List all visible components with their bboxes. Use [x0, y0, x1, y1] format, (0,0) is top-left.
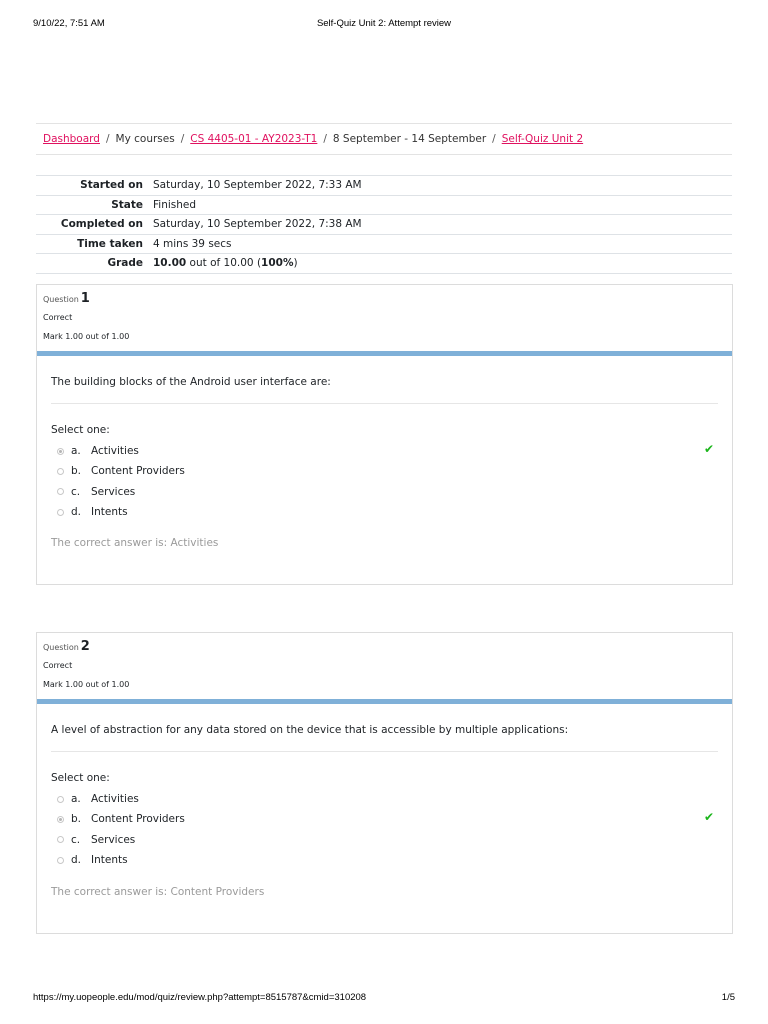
- answer-letter: d.: [71, 506, 82, 519]
- breadcrumb-my-courses: My courses: [115, 133, 175, 145]
- summary-row-time: [36, 234, 732, 254]
- answer-option-c[interactable]: [51, 482, 718, 502]
- question-mark: Mark 1.00 out of 1.00: [43, 680, 130, 689]
- radio-button-selected[interactable]: [57, 816, 64, 823]
- radio-button[interactable]: [57, 488, 64, 495]
- answer-option-c[interactable]: [51, 830, 718, 850]
- answer-letter: b.: [71, 813, 82, 826]
- question-text: A level of abstraction for any data stored on the device that is accessible by multiple applications:: [51, 704, 718, 752]
- answer-option-d[interactable]: [51, 850, 718, 870]
- summary-label: Time taken: [36, 234, 153, 254]
- correct-answer-feedback: The correct answer is: Activities: [51, 537, 219, 549]
- breadcrumb-separator: /: [180, 133, 185, 145]
- answer-letter: a.: [71, 793, 81, 806]
- breadcrumb-separator: /: [105, 133, 110, 145]
- breadcrumb: [36, 123, 732, 155]
- answer-text: Content Providers: [91, 813, 185, 826]
- question-number: 2: [80, 639, 90, 654]
- summary-label: Started on: [36, 176, 153, 196]
- answer-option-a[interactable]: [51, 441, 718, 461]
- question-label: Question: [43, 643, 79, 652]
- question-state: Correct: [43, 661, 73, 670]
- summary-row-completed: [36, 215, 732, 235]
- breadcrumb-course-link[interactable]: CS 4405-01 - AY2023-T1: [190, 133, 318, 145]
- question-1: [36, 284, 733, 585]
- breadcrumb-separator: /: [323, 133, 327, 145]
- question-content: [37, 704, 732, 898]
- answer-options: [51, 441, 718, 522]
- breadcrumb-week: 8 September - 14 September: [332, 133, 487, 145]
- question-number: 1: [80, 291, 90, 306]
- summary-value: [153, 254, 732, 274]
- grade-score: 10.00: [153, 257, 187, 270]
- print-datetime: 9/10/22, 7:51 AM: [33, 18, 105, 29]
- summary-label: Completed on: [36, 215, 153, 235]
- answer-options: [51, 789, 718, 870]
- answer-text: Services: [91, 485, 136, 498]
- correct-answer-feedback: The correct answer is: Content Providers: [51, 886, 265, 898]
- question-2: [36, 632, 733, 934]
- summary-row-started: [36, 176, 732, 196]
- summary-value: 4 mins 39 secs: [153, 234, 732, 254]
- answer-letter: b.: [71, 465, 82, 478]
- radio-button[interactable]: [57, 509, 64, 516]
- select-one-prompt: Select one:: [51, 772, 110, 784]
- correct-check-icon: ✔: [703, 810, 714, 824]
- summary-label: Grade: [36, 254, 153, 274]
- radio-button-selected[interactable]: [57, 448, 64, 455]
- summary-value: Saturday, 10 September 2022, 7:38 AM: [153, 215, 732, 235]
- answer-text: Activities: [91, 445, 139, 458]
- answer-text: Services: [91, 833, 136, 846]
- summary-label: State: [36, 195, 153, 215]
- radio-button[interactable]: [57, 468, 64, 475]
- answer-text: Activities: [91, 793, 139, 806]
- answer-letter: d.: [71, 854, 82, 867]
- breadcrumb-separator: /: [492, 133, 496, 145]
- grade-percent: 100%: [261, 257, 294, 270]
- answer-text: Content Providers: [91, 465, 185, 478]
- question-mark: Mark 1.00 out of 1.00: [43, 332, 130, 341]
- answer-letter: c.: [71, 485, 81, 498]
- summary-value: Saturday, 10 September 2022, 7:33 AM: [153, 176, 732, 196]
- radio-button[interactable]: [57, 836, 64, 843]
- select-one-prompt: Select one:: [51, 424, 110, 436]
- answer-option-b[interactable]: [51, 461, 718, 481]
- print-title: Self-Quiz Unit 2: Attempt review: [316, 18, 452, 29]
- correct-check-icon: ✔: [703, 442, 714, 456]
- question-content: [37, 356, 732, 549]
- answer-option-a[interactable]: [51, 789, 718, 809]
- question-label: Question: [43, 295, 79, 304]
- answer-text: Intents: [91, 854, 128, 867]
- breadcrumb-dashboard-link[interactable]: Dashboard: [43, 133, 100, 145]
- answer-letter: a.: [71, 445, 81, 458]
- answer-option-b[interactable]: [51, 809, 718, 829]
- grade-mid: out of 10.00 (: [186, 257, 262, 270]
- answer-option-d[interactable]: [51, 502, 718, 522]
- breadcrumb-quiz-link[interactable]: Self-Quiz Unit 2: [501, 133, 584, 145]
- radio-button[interactable]: [57, 857, 64, 864]
- question-text: The building blocks of the Android user interface are:: [51, 356, 718, 404]
- answer-text: Intents: [91, 506, 128, 519]
- attempt-summary-table: [36, 175, 732, 274]
- radio-button[interactable]: [57, 796, 64, 803]
- summary-row-state: [36, 195, 732, 215]
- answer-letter: c.: [71, 833, 81, 846]
- question-info: [37, 633, 732, 699]
- question-state: Correct: [43, 313, 73, 322]
- grade-end: ): [293, 257, 298, 270]
- print-url: https://my.uopeople.edu/mod/quiz/review.php?attempt=8515787&cmid=310208: [33, 992, 367, 1003]
- print-page-number: 1/5: [721, 992, 735, 1003]
- summary-row-grade: [36, 254, 732, 274]
- question-info: [37, 285, 732, 351]
- summary-value: Finished: [153, 195, 732, 215]
